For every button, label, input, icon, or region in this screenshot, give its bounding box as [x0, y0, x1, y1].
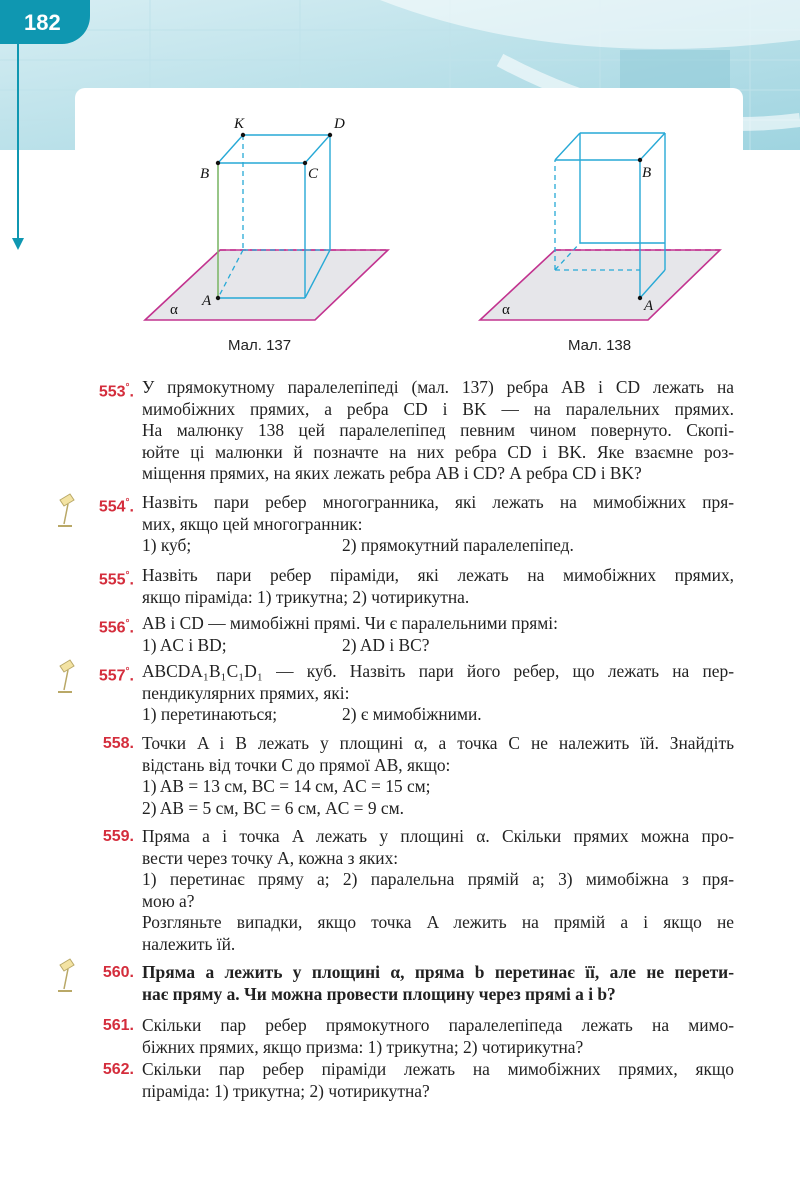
problem-text-line: Скільки пар ребер піраміди лежать на мимобіжних прямих, якщо — [142, 1059, 734, 1079]
page-number-tab — [0, 0, 90, 44]
problem-559 — [102, 826, 734, 956]
problem-text-line: юйте ці малюнки й позначте на них ребра CD і BK. Яке взаємне роз- — [142, 441, 734, 462]
label-d: D — [334, 116, 345, 132]
problem-number: 559. — [102, 828, 134, 845]
problem-text-line: Назвіть пари ребер піраміди, які лежать на мимобіжних прямих, — [142, 565, 734, 585]
problem-text-line: пендикулярних прямих, які: — [142, 682, 350, 703]
label-k: K — [234, 116, 245, 132]
problem-562 — [102, 1059, 734, 1102]
problem-text-line: піраміда: 1) трикутна; 2) чотирикутна? — [142, 1080, 430, 1101]
problem-option: 2) є мимобіжними. — [342, 704, 482, 725]
label-a: A — [644, 298, 654, 314]
problem-text-line: біжних прямих, якщо призма: 1) трикутна; 2) чотирикутна? — [142, 1036, 584, 1057]
problem-option: 2) AD і BC? — [342, 634, 430, 655]
problem-option: 1) куб; — [142, 535, 192, 556]
page-number: 182 — [24, 10, 61, 35]
problem-text-line: Точки A і B лежать у площині α, а точка C не належить їй. Знайдіть — [142, 733, 734, 753]
plane-alpha — [145, 250, 388, 320]
problem-text-line: мих, якщо цей многогранник: — [142, 513, 363, 534]
figure-138 — [470, 108, 730, 328]
problem-text-line: нає пряму a. Чи можна провести площину через прямі a і b? — [142, 983, 616, 1004]
problem-text-line: Пряма a і точка A лежать у площині α. Скільки прямих можна про- — [142, 826, 734, 846]
problem-text-line: якщо піраміда: 1) трикутна; 2) чотирикутна. — [142, 586, 470, 607]
problem-number: 560. — [102, 964, 134, 981]
problem-text-line: ABCDA₁B₁C₁D₁ — куб. Назвіть пари його ребер, що лежать на пер- — [142, 661, 734, 681]
problem-558 — [102, 733, 734, 819]
problem-556 — [98, 613, 734, 656]
problem-text-line: 1) AB = 13 см, BC = 14 см, AC = 15 см; — [142, 776, 431, 797]
margin-arrow-icon — [10, 44, 26, 254]
problem-number: 553°. — [98, 382, 134, 401]
label-c: C — [308, 166, 319, 182]
problem-555 — [98, 565, 734, 608]
lamp-icon — [56, 490, 80, 530]
problem-560 — [102, 962, 734, 1005]
problem-option: 2) прямокутний паралелепіпед. — [342, 535, 574, 556]
problem-option: 1) перетинаються; — [142, 704, 278, 725]
problem-text-line: На малюнку 138 цей паралелепіпед певним чином повернуто. Скопі- — [142, 420, 734, 441]
problem-option: 1) AC і BD; — [142, 634, 227, 655]
problem-number: 555°. — [98, 570, 134, 589]
problem-text-line: Пряма a лежить у площині α, пряма b перетинає її, але не перети- — [142, 962, 734, 982]
problem-number: 561. — [102, 1017, 134, 1034]
problem-text-line: AB і CD — мимобіжні прямі. Чи є паралельними прямі: — [142, 613, 558, 633]
label-b: B — [642, 165, 652, 181]
problem-text-line: 1) перетинає пряму a; 2) паралельна прямій a; 3) мимобіжна з пря- — [142, 869, 734, 890]
problem-554 — [98, 492, 734, 557]
plane-alpha — [480, 250, 720, 320]
problem-number: 558. — [102, 735, 134, 752]
label-a: A — [202, 293, 212, 309]
caption-fig-138: Мал. 138 — [568, 337, 632, 354]
problem-557 — [98, 661, 734, 726]
problem-text-line: мою a? — [142, 890, 195, 911]
lamp-icon — [56, 656, 80, 696]
figure-137 — [140, 108, 400, 328]
label-alpha: α — [170, 302, 178, 318]
problem-text-line: належить їй. — [142, 933, 236, 954]
caption-fig-137: Мал. 137 — [228, 337, 292, 354]
problem-text-line: Розгляньте випадки, якщо точка A лежить на прямій a і якщо не — [142, 912, 734, 933]
label-alpha: α — [502, 302, 510, 318]
problem-561 — [102, 1015, 734, 1058]
label-b: B — [200, 166, 210, 182]
problem-number: 557°. — [98, 666, 134, 685]
problem-text-line: мимобіжних прямих, а ребра CD і BK — на паралельних прямих. — [142, 398, 734, 419]
problem-text-line: вести через точку A, кожна з яких: — [142, 847, 399, 868]
problem-number: 554°. — [98, 497, 134, 516]
problem-text-line: 2) AB = 5 см, BC = 6 см, AC = 9 см. — [142, 797, 404, 818]
problem-553 — [98, 377, 734, 485]
lamp-icon — [56, 955, 80, 995]
problem-text-line: Назвіть пари ребер многогранника, які лежать на мимобіжних пря- — [142, 492, 734, 512]
problem-text-line: Скільки пар ребер прямокутного паралелепіпеда лежать на мимо- — [142, 1015, 734, 1035]
problem-number: 562. — [102, 1061, 134, 1078]
problem-text-line: міщення прямих, на яких лежать ребра AB і CD? А ребра CD і BK? — [142, 463, 642, 484]
problem-text-line: У прямокутному паралелепіпеді (мал. 137) ребра AB і CD лежать на — [142, 377, 734, 397]
problem-number: 556°. — [98, 618, 134, 637]
problem-text-line: відстань від точки C до прямої AB, якщо: — [142, 754, 451, 775]
